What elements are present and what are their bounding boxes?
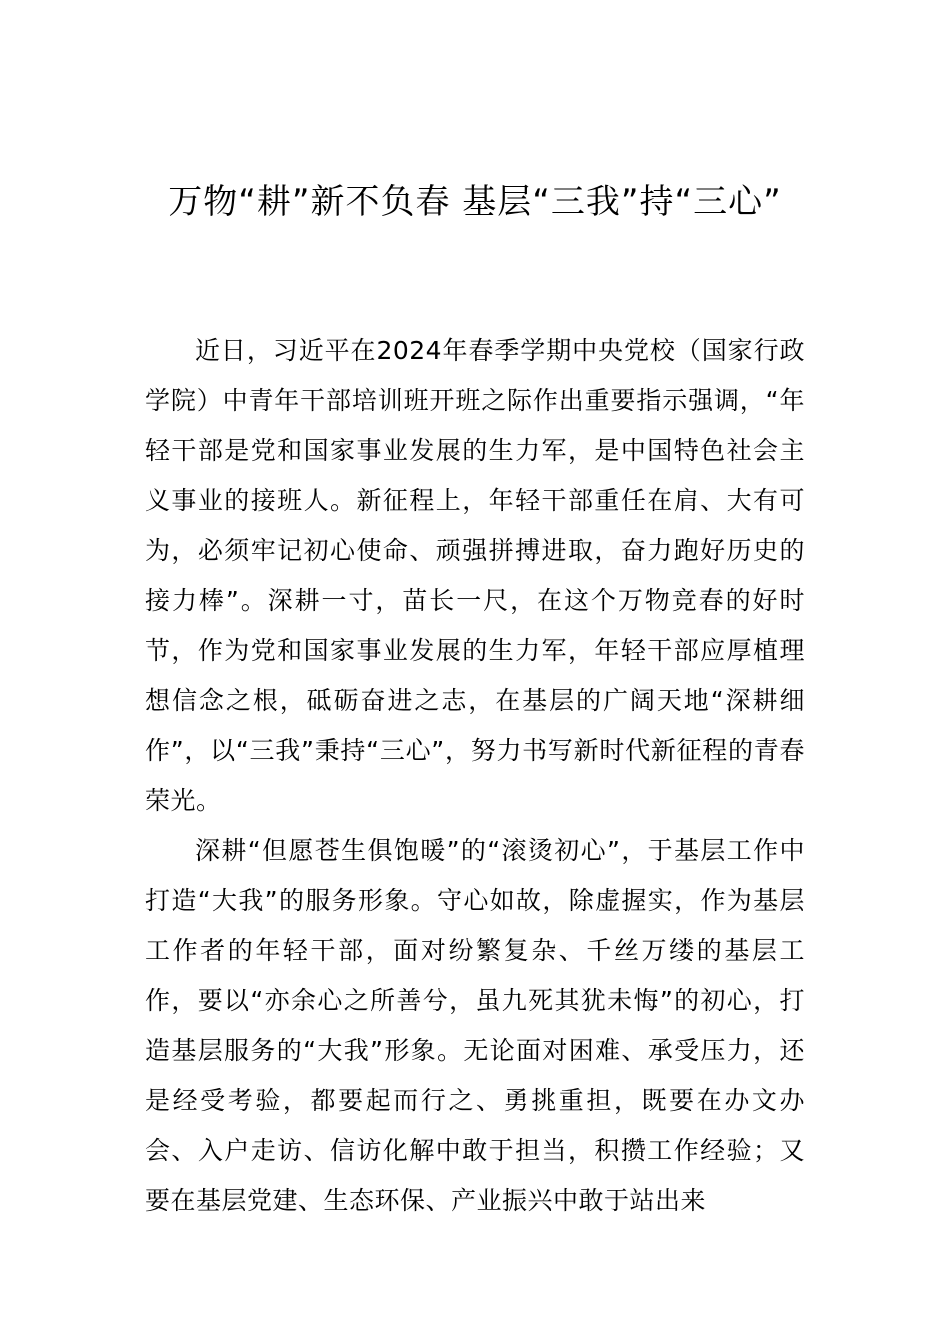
document-title: 万物“耕”新不负春 基层“三我”持“三心” [168,182,782,222]
paragraph-1: 近日，习近平在2024年春季学期中央党校（国家行政学院）中青年干部培训班开班之际作出重要指示强调，“年轻干部是党和国家事业发展的生力军，是中国特色社会主义事业的接班人。新征程上，年轻干部重任在肩、大有可为，必须牢记初心使命、顽强拼搏进取，奋力跑好历史的接力棒”。深耕一寸，苗长一尺，在这个万物竞春的好时节，作为党和国家事业发展的生力军，年轻干部应厚植理想信念之根，砥砺奋进之志，在基层的广阔天地“深耕细作”，以“三我”秉持“三心”，努力书写新时代新征程的青春荣光。 [145,336,805,815]
paragraph-2: 深耕“但愿苍生俱饱暖”的“滚烫初心”，于基层工作中打造“大我”的服务形象。守心如故，除虚握实，作为基层工作者的年轻干部，面对纷繁复杂、千丝万缕的基层工作，要以“亦余心之所善兮，虽九死其犹未悔”的初心，打造基层服务的“大我”形象。无论面对困难、承受压力，还是经受考验，都要起而行之、勇挑重担，既要在办文办会、入户走访、信访化解中敢于担当，积攒工作经验；又要在基层党建、生态环保、产业振兴中敢于站出来 [145,836,805,1215]
document-body [145,326,805,1226]
